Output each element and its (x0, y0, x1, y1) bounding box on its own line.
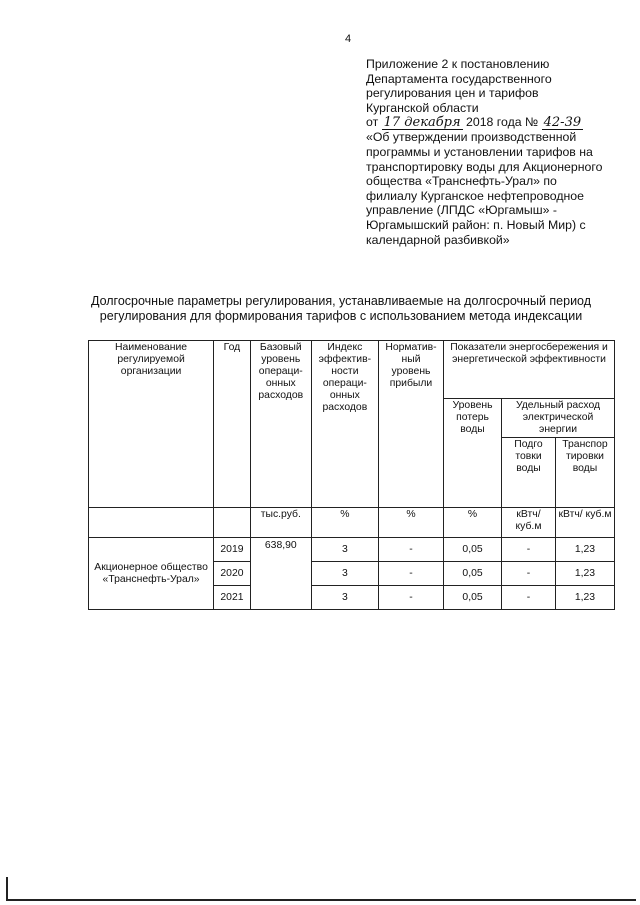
page-left-border (6, 877, 8, 901)
page-bottom-border (6, 899, 636, 901)
cell-index: 3 (311, 586, 378, 610)
page-number: 4 (345, 33, 352, 45)
cell-year: 2020 (214, 562, 251, 586)
parameters-table (88, 340, 615, 610)
cell-prep: - (502, 538, 556, 562)
cell-transport: 1,23 (555, 538, 614, 562)
units-org (89, 508, 214, 538)
cell-profit: - (378, 538, 443, 562)
appendix-subject-line: филиалу Курганское нефтепроводное (366, 188, 584, 203)
header-org: Наименование регулируемой организации (89, 341, 214, 508)
header-index: Индекс эффектив-ности операци-онных расходов (311, 341, 378, 508)
appendix-line: Департамента государственного (366, 71, 552, 86)
header-energy: Показатели энергосбережения и энергетической эффективности (444, 341, 615, 399)
cell-prep: - (502, 586, 556, 610)
cell-profit: - (378, 586, 443, 610)
cell-prep: - (502, 562, 556, 586)
cell-profit: - (378, 562, 443, 586)
cell-year: 2021 (214, 586, 251, 610)
appendix-subject-line: Юргамышский район: п. Новый Мир) с (366, 217, 586, 232)
units-year (214, 508, 251, 538)
appendix-subject-line: «Об утверждении производственной (366, 130, 577, 145)
header-loss: Уровень потерь воды (444, 399, 502, 508)
unit-base: тыс.руб. (250, 508, 311, 538)
cell-loss: 0,05 (444, 586, 502, 610)
table-row (89, 538, 615, 562)
cell-index: 3 (311, 562, 378, 586)
appendix-line: Курганской области (366, 100, 479, 115)
title-line: Долгосрочные параметры регулирования, устанавливаемые на долгосрочный период (90, 294, 592, 308)
handwritten-date: 17 декабря (383, 115, 461, 131)
unit-loss: % (444, 508, 502, 538)
unit-transport: кВтч/ куб.м (555, 508, 614, 538)
handwritten-number: 42-39 (543, 115, 582, 131)
header-base: Базовый уровень операци-онных расходов (250, 341, 311, 508)
appendix-subject-line: управление (ЛПДС «Юргамыш» - (366, 203, 557, 218)
appendix-line: Приложение 2 к постановлению (366, 57, 550, 71)
appendix-subject-line: календарной разбивкой» (366, 232, 510, 247)
unit-prep: кВтч/ куб.м (502, 508, 556, 538)
appendix-line: регулирования цен и тарифов (366, 86, 539, 101)
cell-year: 2019 (214, 538, 251, 562)
appendix-subject-line: программы и установлении тарифов на (366, 144, 593, 159)
header-prep: Подго товки воды (502, 438, 556, 508)
cell-loss: 0,05 (444, 538, 502, 562)
cell-transport: 1,23 (555, 562, 614, 586)
cell-index: 3 (311, 538, 378, 562)
header-profit: Норматив-ный уровень прибыли (378, 341, 443, 508)
appendix-date-line (366, 115, 628, 130)
cell-loss: 0,05 (444, 562, 502, 586)
title-line: регулирования для формирования тарифов с использованием метода индексации (99, 309, 583, 323)
appendix-block (366, 57, 628, 247)
unit-profit: % (378, 508, 443, 538)
header-transport: Транспор тировки воды (555, 438, 614, 508)
document-title (60, 294, 622, 324)
header-specific: Удельный расход электрической энергии (502, 399, 615, 438)
header-year: Год (214, 341, 251, 508)
date-prefix: от (366, 115, 379, 130)
cell-base: 638,90 (250, 538, 311, 610)
appendix-subject-line: общества «Транснефть-Урал» по (366, 174, 557, 189)
organization-cell: Акционерное общество «Транснефть-Урал» (89, 538, 214, 610)
unit-index: % (311, 508, 378, 538)
year-text: 2018 года № (466, 115, 539, 130)
cell-transport: 1,23 (555, 586, 614, 610)
appendix-subject-line: транспортировку воды для Акционерного (366, 159, 603, 174)
